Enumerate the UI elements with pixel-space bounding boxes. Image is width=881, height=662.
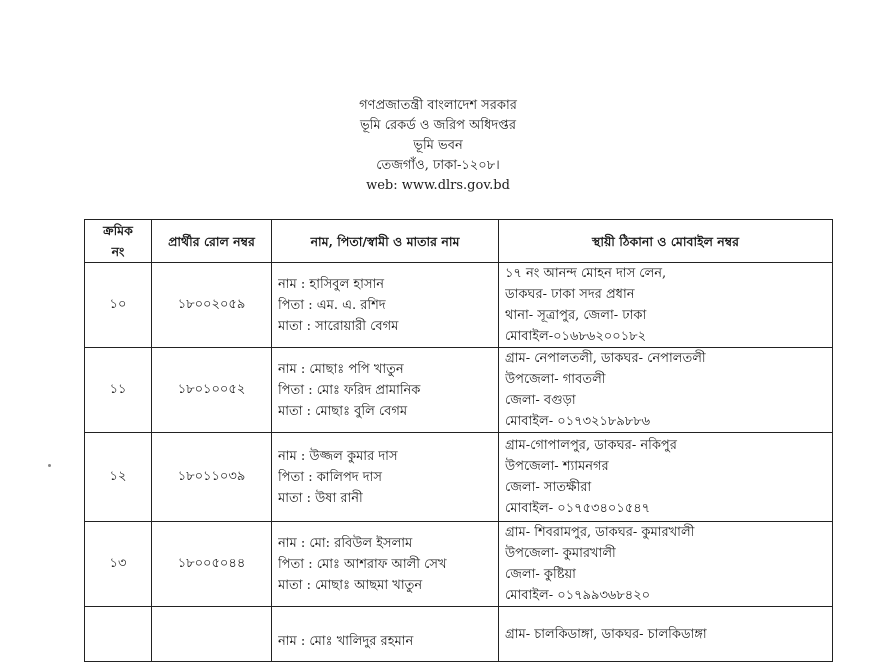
address-line: গ্রাম- নেপালতলী, ডাকঘর- নেপালতলী [505, 351, 706, 366]
mobile-line: মোবাইল- ০১৭৯৯৩৬৮৪২০ [505, 588, 651, 603]
address-line: উপজেলা- শ্যামনগর [505, 459, 609, 474]
address-cell [499, 522, 833, 607]
roll-cell: ১৮০১০০৫২ [152, 348, 272, 433]
serial-cell: ১৩ [85, 522, 152, 607]
mobile-line: মোবাইল- ০১৭৩২১৮৯৮৮৬ [505, 414, 651, 429]
candidate-name: নাম : মোঃ খালিদুর রহমান [278, 633, 414, 649]
roll-cell: ১৮০০২০৫৯ [152, 263, 272, 348]
candidate-name: নাম : মো: রবিউল ইসলাম [278, 535, 413, 551]
name-cell [272, 433, 499, 522]
address-line: জেলা- কুষ্টিয়া [505, 567, 576, 582]
scan-speck [48, 464, 51, 467]
father-name: পিতা : কালিপদ দাস [278, 469, 382, 485]
address-line: ডাকঘর- ঢাকা সদর প্রধান [505, 287, 635, 302]
name-cell [272, 522, 499, 607]
address-line: উপজেলা- গাবতলী [505, 372, 606, 387]
mother-name: মাতা : মোছাঃ আছমা খাতুন [278, 577, 423, 593]
serial-cell: ১১ [85, 348, 152, 433]
table-header-row [85, 220, 833, 263]
address-cell [499, 433, 833, 522]
address-line: থানা- সূত্রাপুর, জেলা- ঢাকা [505, 308, 647, 323]
address-cell [499, 263, 833, 348]
address-line: গ্রাম- চালকিডাঙ্গা, ডাকঘর- চালকিডাঙ্গা [505, 626, 707, 642]
header-serial-line2: নং [111, 244, 125, 259]
address-line: জেলা- বগুড়া [505, 393, 576, 408]
government-name: গণপ্রজাতন্ত্রী বাংলাদেশ সরকার [359, 98, 517, 113]
mother-name: মাতা : উষা রানী [278, 490, 363, 506]
document-header [278, 96, 598, 196]
name-cell [272, 348, 499, 433]
father-name: পিতা : মোঃ আশরাফ আলী সেখ [278, 556, 447, 572]
website-line: web: www.dlrs.gov.bd [366, 178, 510, 193]
mobile-line: মোবাইল-০১৬৮৬২০০১৮২ [505, 329, 647, 344]
header-serial-line1: ক্রমিক [103, 223, 133, 238]
serial-cell: ১২ [85, 433, 152, 522]
candidate-table [84, 219, 833, 662]
candidate-name: নাম : মোছাঃ পপি খাতুন [278, 361, 404, 377]
address-line: উপজেলা- কুমারখালী [505, 546, 616, 561]
building-name: ভূমি ভবন [413, 138, 463, 153]
address-line: গ্রাম-গোপালপুর, ডাকঘর- নকিপুর [505, 438, 677, 453]
address-cell [499, 348, 833, 433]
father-name: পিতা : মোঃ ফরিদ প্রামানিক [278, 382, 421, 398]
table-row [85, 522, 833, 607]
header-name: নাম, পিতা/স্বামী ও মাতার নাম [272, 220, 499, 263]
table-row [85, 263, 833, 348]
serial-cell: ১০ [85, 263, 152, 348]
mobile-line: মোবাইল- ০১৭৫৩৪০১৫৪৭ [505, 501, 651, 516]
address-cell [499, 607, 833, 662]
name-cell [272, 263, 499, 348]
table-row [85, 348, 833, 433]
candidate-name: নাম : উজ্জল কুমার দাস [278, 448, 398, 464]
roll-cell [152, 607, 272, 662]
header-serial [85, 220, 152, 263]
serial-cell [85, 607, 152, 662]
header-roll: প্রার্থীর রোল নম্বর [152, 220, 272, 263]
roll-cell: ১৮০০৫০৪৪ [152, 522, 272, 607]
department-name: ভূমি রেকর্ড ও জরিপ অধিদপ্তর [359, 118, 517, 133]
mother-name: মাতা : সারোয়ারী বেগম [278, 318, 399, 334]
table-row [85, 607, 833, 662]
address-line: ১৭ নং আনন্দ মোহন দাস লেন, [505, 266, 667, 281]
address-line: জেলা- সাতক্ষীরা [505, 480, 592, 495]
father-name: পিতা : এম. এ. রশিদ [278, 297, 386, 313]
mother-name: মাতা : মোছাঃ বুলি বেগম [278, 403, 408, 419]
roll-cell: ১৮০১১০৩৯ [152, 433, 272, 522]
header-address: স্থায়ী ঠিকানা ও মোবাইল নম্বর [499, 220, 833, 263]
candidate-name: নাম : হাসিবুল হাসান [278, 276, 385, 292]
address-line: গ্রাম- শিবরামপুর, ডাকঘর- কুমারখালী [505, 525, 695, 540]
office-address: তেজগাঁও, ঢাকা-১২০৮। [376, 158, 500, 173]
name-cell [272, 607, 499, 662]
table-row [85, 433, 833, 522]
